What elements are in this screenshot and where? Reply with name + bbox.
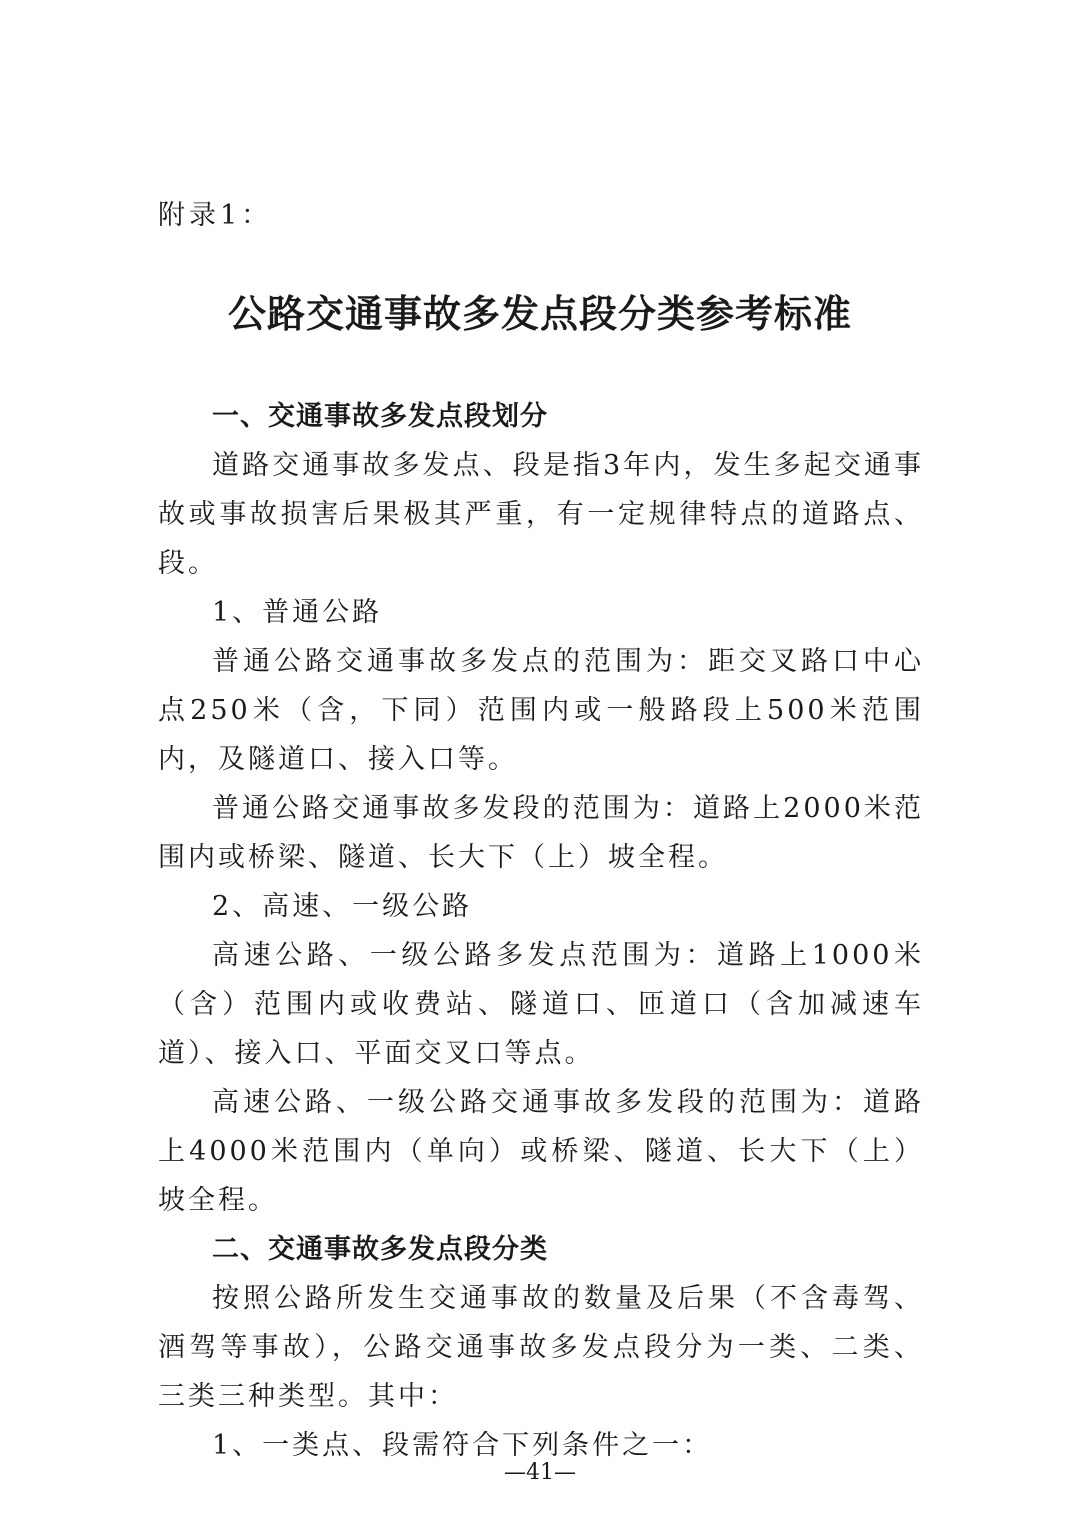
section-heading: 二、交通事故多发点段分类 [212, 1234, 548, 1265]
document-body [158, 392, 924, 1470]
body-paragraph: 按照公路所发生交通事故的数量及后果（不含毒驾、酒驾等事故），公路交通事故多发点段分为一类、二类、三类三种类型。其中： [158, 1283, 924, 1412]
section-heading: 一、交通事故多发点段划分 [212, 401, 548, 432]
page-number: —41— [504, 1460, 576, 1485]
body-paragraph: 高速公路、一级公路交通事故多发段的范围为：道路上4000米范围内（单向）或桥梁、隧道、长大下（上）坡全程。 [158, 1087, 924, 1216]
body-paragraph: 高速公路、一级公路多发点范围为：道路上1000米（含）范围内或收费站、隧道口、匝道口（含加减速车道）、接入口、平面交叉口等点。 [158, 940, 924, 1069]
body-paragraph: 普通公路交通事故多发点的范围为：距交叉路口中心点250米（含，下同）范围内或一般路段上500米范围内，及隧道口、接入口等。 [158, 646, 924, 775]
appendix-label: 附录1： [158, 200, 273, 231]
body-paragraph: 普通公路交通事故多发段的范围为：道路上2000米范围内或桥梁、隧道、长大下（上）坡全程。 [158, 793, 924, 873]
document-title: 公路交通事故多发点段分类参考标准 [227, 291, 852, 336]
subsection-label: 1、普通公路 [212, 597, 383, 628]
body-paragraph: 道路交通事故多发点、段是指3年内，发生多起交通事故或事故损害后果极其严重，有一定规律特点的道路点、段。 [158, 450, 924, 579]
subsection-label: 2、高速、一级公路 [212, 891, 473, 922]
body-paragraph: 1、一类点、段需符合下列条件之一： [212, 1430, 713, 1461]
